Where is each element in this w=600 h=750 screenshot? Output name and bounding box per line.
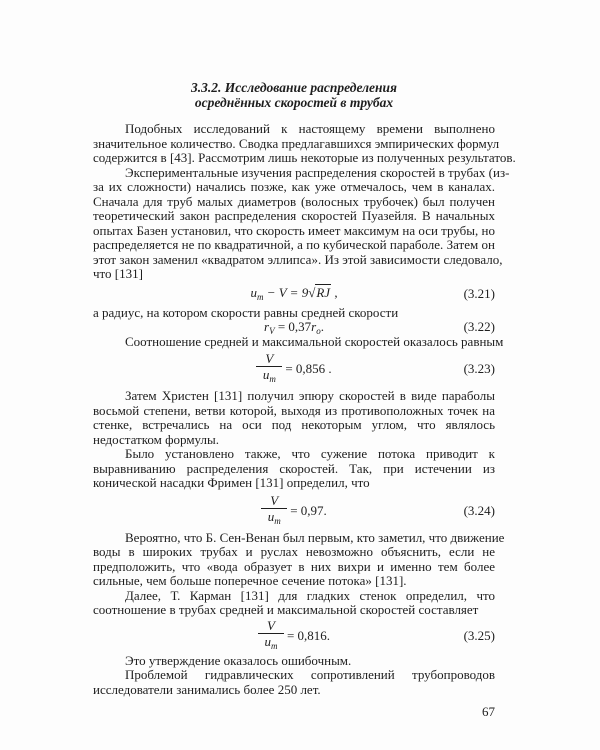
- section-title-line-2: осреднённых скоростей в трубах: [194, 94, 394, 110]
- text-line: Подобных исследований к настоящему времени выполнено: [125, 121, 495, 136]
- eq-sub: m: [274, 515, 281, 526]
- text-line: значительное количество. Сводка предлагавшихся эмпирических формул: [93, 135, 500, 151]
- text-column: [93, 80, 516, 697]
- paragraph-1: [93, 121, 516, 166]
- fraction: [258, 618, 284, 654]
- eq-end: ,: [331, 285, 338, 300]
- text-line: недостатком формулы.: [93, 431, 219, 447]
- sqrt-sign: √: [308, 285, 316, 300]
- text-line: Вероятно, что Б. Сен-Венан был первым, кто заметил, что движение: [125, 529, 505, 545]
- paragraph-10: [93, 668, 495, 697]
- equation-number: (3.25): [463, 627, 495, 643]
- text-line: содержится в [43]. Рассмотрим лишь некоторые из полученных результатов.: [93, 150, 516, 165]
- eq-rhs: = 0,816.: [286, 627, 331, 643]
- text-line: а радиус, на котором скорости равны средней скорости: [93, 304, 399, 320]
- equation-number: (3.21): [463, 285, 495, 301]
- paragraph-8: [93, 589, 495, 618]
- eq-radicand: RJ: [316, 285, 331, 300]
- eq-mid: = 0,37: [274, 318, 312, 334]
- eq-sub: o: [316, 325, 321, 336]
- text-line: за их сложности) начались позже, как уже отмечалось, чем в каналах.: [93, 179, 495, 194]
- text-line: Далее, Т. Карман [131] для гладких стенок определил, что: [125, 587, 495, 603]
- eq-sub: m: [256, 292, 264, 302]
- eq-var: u: [250, 285, 257, 300]
- eq-sub: m: [269, 374, 276, 384]
- text-line: Соотношение средней и максимальной скоростей оказалось равным: [125, 333, 504, 349]
- text-line: Проблемой гидравлических сопротивлений трубопроводов: [125, 667, 495, 682]
- equation-3-22: [93, 320, 495, 335]
- eq-var: r: [264, 318, 270, 334]
- text-line: сильные, чем больше поперечное сечение потока» [131].: [93, 573, 407, 588]
- text-line: что [131]: [93, 266, 143, 281]
- text-line: предположить, что «вода образует в них вихри и именно тем более: [93, 558, 495, 574]
- eq-rhs: = 0,856 .: [285, 361, 332, 376]
- denominator: u: [262, 367, 270, 382]
- text-line: соотношение в трубах средней и максимальной скоростей составляет: [93, 602, 479, 617]
- paragraph-2: [93, 164, 510, 282]
- equation-number: (3.24): [463, 502, 495, 518]
- equation-3-24: [93, 491, 495, 531]
- text-line: Затем Христен [131] получил эпюру скоростей в виде параболы: [125, 388, 495, 403]
- denominator: u: [267, 508, 275, 524]
- text-line: Было установлено также, что сужение потока приводит к: [125, 446, 495, 461]
- eq-rhs: = 0,97.: [290, 502, 327, 518]
- eq-mid: − V = 9: [263, 285, 309, 300]
- numerator: V: [265, 351, 274, 366]
- text-line: Это утверждение оказалось ошибочным.: [125, 652, 352, 668]
- paragraph-5: [93, 389, 495, 447]
- eq-end: .: [320, 318, 324, 334]
- page-number: 67: [482, 704, 495, 719]
- eq-var: r: [311, 318, 317, 334]
- paragraph-6: [93, 447, 495, 491]
- equation-3-21: [93, 282, 495, 306]
- text-line: теоретический закон распределения скоростей Пуазейля. В начальных: [93, 208, 495, 223]
- fraction: [261, 493, 287, 529]
- denominator: u: [264, 633, 271, 649]
- section-title-line-1: 3.3.2. Исследование распределения: [191, 80, 397, 95]
- text-line: этот закон заменил «квадратом эллипса». Из этой зависимости следовало,: [93, 251, 503, 267]
- numerator: V: [270, 492, 279, 508]
- text-line: исследователи занимались более 250 лет.: [93, 681, 321, 697]
- equation-3-23: [93, 349, 495, 389]
- paragraph-7: [93, 529, 505, 589]
- text-line: распределяется не по квадратичной, а по кубической параболе. Затем он: [93, 237, 495, 252]
- text-line: конической насадки Фримен [131] определил, что: [93, 475, 370, 490]
- equation-3-25: [93, 618, 495, 654]
- fraction: [256, 351, 282, 387]
- text-line: Экспериментальные изучения распределения скоростей в трубах (из-: [125, 164, 510, 180]
- text-line: воды в широких трубах и руслах невозможно объяснить, если не: [93, 544, 495, 559]
- equation-number: (3.23): [463, 361, 495, 376]
- equation-number: (3.22): [463, 319, 495, 335]
- text-line: восьмой степени, ветви которой, выходя из противоположных точек на: [93, 402, 495, 418]
- text-line: Сначала для труб малых диаметров (волосных трубочек) был получен: [93, 193, 495, 209]
- text-line: выравниванию распределения скоростей. Так, при истечении из: [93, 460, 495, 476]
- numerator: V: [266, 617, 275, 633]
- text-line: опытах Базен установил, что скорость имеет максимум на оси трубы, но: [93, 222, 495, 238]
- eq-sub: V: [269, 325, 275, 336]
- text-line: стенке, встречались на оси под некоторым углом, что являлось: [93, 417, 495, 432]
- eq-sub: m: [270, 640, 278, 651]
